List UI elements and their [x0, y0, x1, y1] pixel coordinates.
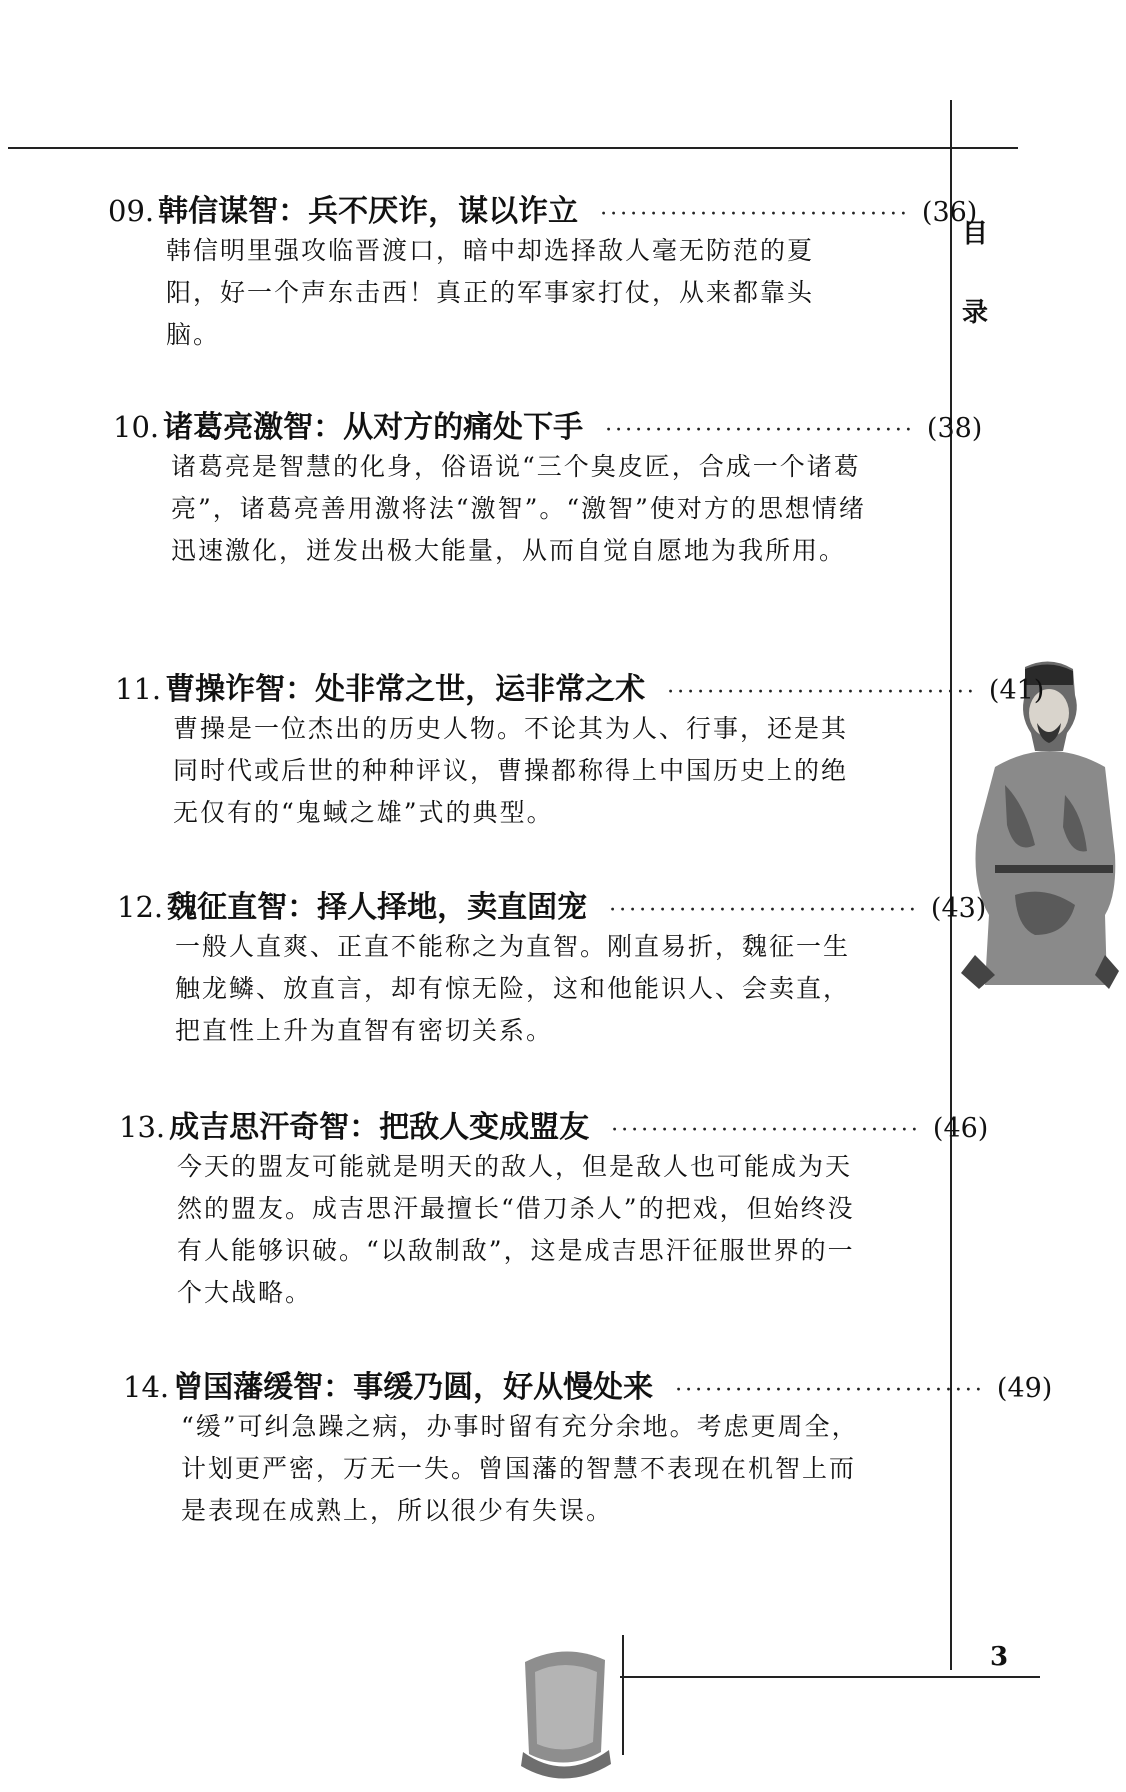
- entry-number: 13.: [119, 1110, 166, 1144]
- entry-title: 魏征直智：择人择地，卖直固宠: [167, 890, 588, 925]
- entry-title: 曾国藩缓智：事缓乃圆，好从慢处来: [173, 1370, 654, 1405]
- leader-dots: ·······························: [675, 1378, 985, 1403]
- toc-entry-10[interactable]: [113, 402, 983, 572]
- margin-rule: [950, 100, 952, 1670]
- entry-page: (36): [921, 197, 978, 228]
- entry-title: 诸葛亮激智：从对方的痛处下手: [163, 410, 584, 445]
- entry-description: 今天的盟友可能就是明天的敌人，但是敌人也可能成为天然的盟友。成吉思汗最擅长“借刀杀人”的把戏，但始终没有人能够识破。“以敌制敌”，这是成吉思汗征服世界的一个大战略。: [177, 1152, 855, 1307]
- header-rule: [8, 147, 1018, 149]
- footer-rule: [620, 1676, 1040, 1678]
- entry-title: 成吉思汗奇智：把敌人变成盟友: [169, 1110, 590, 1145]
- entry-page: (49): [996, 1373, 1053, 1404]
- leader-dots: ·······························: [609, 898, 919, 923]
- entry-title: 韩信谋智：兵不厌诈，谋以诈立: [158, 194, 579, 229]
- toc-entry-09[interactable]: [108, 186, 978, 356]
- toc-entry-14[interactable]: [123, 1362, 1053, 1532]
- side-label-mu: 目: [961, 219, 988, 249]
- entry-number: 10.: [113, 410, 160, 444]
- leader-dots: ·······························: [600, 202, 910, 227]
- leader-dots: ·······························: [611, 1118, 921, 1143]
- toc-entry-12[interactable]: [117, 882, 987, 1052]
- leader-dots: ·······························: [667, 680, 977, 705]
- entry-description: 诸葛亮是智慧的化身，俗语说“三个臭皮匠，合成一个诸葛亮”，诸葛亮善用激将法“激智”。“激智”使对方的思想情绪迅速激化，迸发出极大能量，从而自觉自愿地为我所用。: [171, 452, 866, 565]
- entry-page: (46): [932, 1113, 989, 1144]
- entry-page: (43): [930, 893, 987, 924]
- entry-page: (38): [926, 413, 983, 444]
- entry-title: 曹操诈智：处非常之世，运非常之术: [165, 672, 646, 707]
- side-label-lu: 录: [961, 298, 988, 328]
- entry-description: 韩信明里强攻临晋渡口，暗中却选择敌人毫无防范的夏阳，好一个声东击西！真正的军事家打仗，从来都靠头脑。: [166, 236, 815, 349]
- entry-number: 12.: [117, 890, 164, 924]
- entry-number: 14.: [123, 1370, 170, 1404]
- hat-illustration: [505, 1632, 625, 1787]
- toc-entry-11[interactable]: [115, 664, 1045, 834]
- entry-description: 曹操是一位杰出的历史人物。不论其为人、行事，还是其同时代或后世的种种评议，曹操都称得上中国历史上的绝无仅有的“鬼蜮之雄”式的典型。: [173, 714, 849, 827]
- entry-description: “缓”可纠急躁之病，办事时留有充分余地。考虑更周全，计划更严密，万无一失。曾国藩的智慧不表现在机智上而是表现在成熟上，所以很少有失误。: [181, 1412, 859, 1525]
- entry-page: (41): [988, 675, 1045, 706]
- footer-vertical-rule: [622, 1635, 624, 1755]
- entry-number: 11.: [115, 672, 162, 706]
- emperor-illustration: [955, 655, 1120, 995]
- page-number: 3: [990, 1642, 1009, 1672]
- leader-dots: ·······························: [605, 418, 915, 443]
- entry-number: 09.: [108, 194, 155, 228]
- entry-description: 一般人直爽、正直不能称之为直智。刚直易折，魏征一生触龙鳞、放直言，却有惊无险，这和他能识人、会卖直，把直性上升为直智有密切关系。: [175, 932, 851, 1045]
- toc-entry-13[interactable]: [119, 1102, 989, 1314]
